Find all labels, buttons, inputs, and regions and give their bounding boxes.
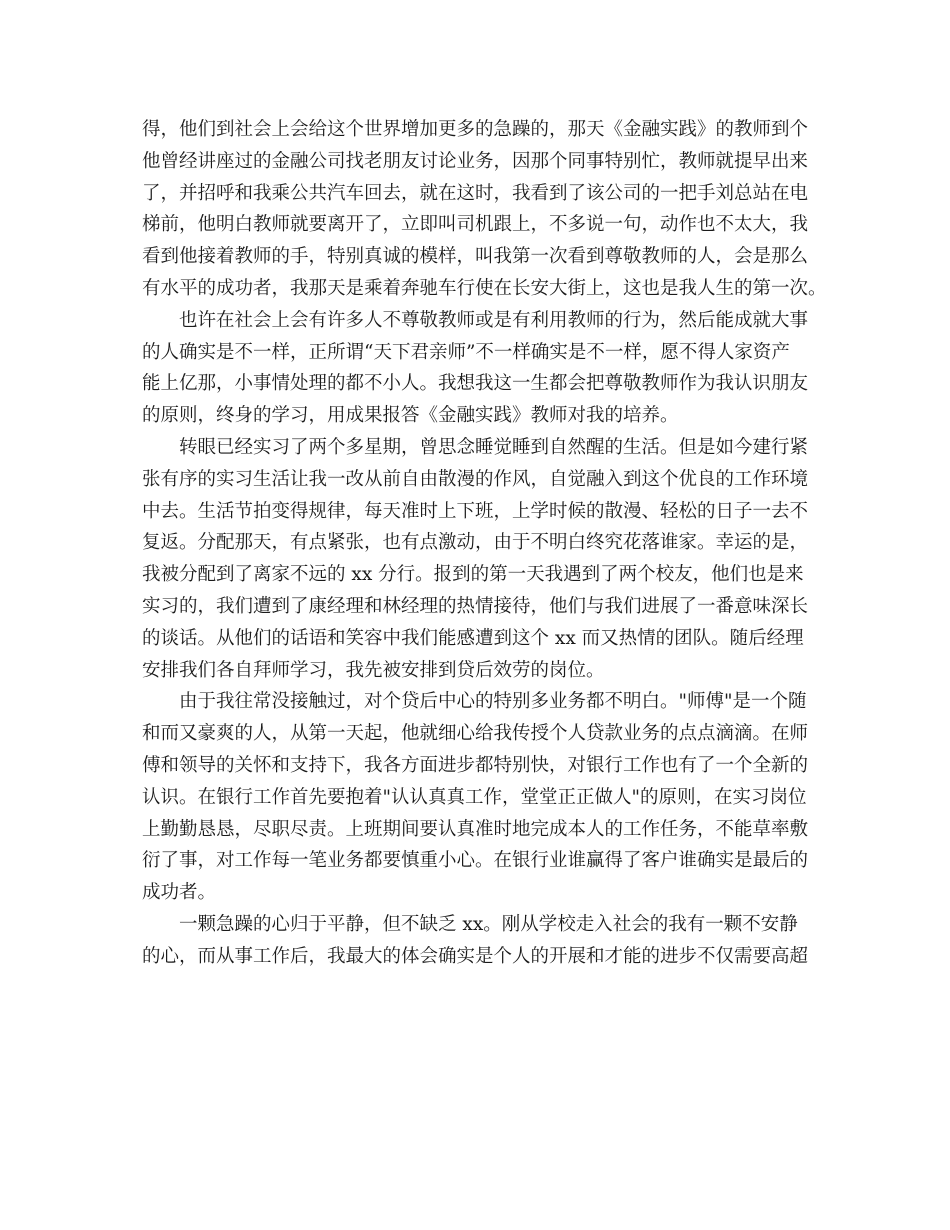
text-line: 也许在社会上会有许多人不尊敬教师或是有利用教师的行为，然后能成就大事 [179, 309, 809, 331]
text-line: 由于我往常没接触过，对个贷后中心的特别多业务都不明白。"师傅"是一个随 [179, 691, 807, 713]
text-line: 上勤勤恳恳，尽职尽责。上班期间要认真准时地完成本人的工作任务，不能草率敷 [142, 818, 809, 840]
text-line: 了，并招呼和我乘公共汽车回去，就在这时，我看到了该公司的一把手刘总站在电 [142, 182, 809, 204]
text-line: 张有序的实习生活让我一改从前自由散漫的作风，自觉融入到这个优良的工作环境 [142, 468, 809, 490]
text-line: 他曾经讲座过的金融公司找老朋友讨论业务，因那个同事特别忙，教师就提早出来 [142, 150, 809, 172]
text-line: 的谈话。从他们的话语和笑容中我们能感遭到这个 xx 而又热情的团队。随后经理 [142, 627, 804, 649]
text-line: 中去。生活节拍变得规律，每天准时上下班，上学时候的散漫、轻松的日子一去不 [142, 500, 809, 522]
text-line: 看到他接着教师的手，特别真诚的模样，叫我第一次看到尊敬教师的人，会是那么 [142, 246, 809, 268]
text-line: 衍了事，对工作每一笔业务都要慎重小心。在银行业谁赢得了客户谁确实是最后的 [142, 850, 809, 872]
text-line: 认识。在银行工作首先要抱着"认认真真工作，堂堂正正做人"的原则，在实习岗位 [142, 786, 807, 808]
document-body [142, 114, 827, 973]
text-line: 一颗急躁的心归于平静，但不缺乏 xx。刚从学校走入社会的我有一颗不安静 [179, 913, 798, 935]
text-line: 梯前，他明白教师就要离开了，立即叫司机跟上，不多说一句，动作也不太大，我 [142, 214, 809, 236]
text-line: 能上亿那，小事情处理的都不小人。我想我这一生都会把尊敬教师作为我认识朋友 [142, 373, 809, 395]
text-line: 的原则，终身的学习，用成果报答《金融实践》教师对我的培养。 [142, 405, 679, 427]
text-line: 实习的，我们遭到了康经理和林经理的热情接待，他们与我们进展了一番意味深长 [142, 595, 809, 617]
text-line: 的心，而从事工作后，我最大的体会确实是个人的开展和才能的进步不仅需要高超 [142, 945, 809, 967]
text-line: 傅和领导的关怀和支持下，我各方面进步都特别快，对银行工作也有了一个全新的 [142, 754, 809, 776]
text-line: 我被分配到了离家不远的 xx 分行。报到的第一天我遇到了两个校友，他们也是来 [142, 564, 804, 586]
text-line: 和而又豪爽的人，从第一天起，他就细心给我传授个人贷款业务的点点滴滴。在师 [142, 723, 809, 745]
text-line: 成功者。 [142, 882, 217, 904]
text-line: 转眼已经实习了两个多星期，曾思念睡觉睡到自然醒的生活。但是如今建行紧 [179, 436, 809, 458]
text-line: 复返。分配那天，有点紧张，也有点激动，由于不明白终究花落谁家。幸运的是， [142, 532, 809, 554]
text-line: 安排我们各自拜师学习，我先被安排到贷后效劳的岗位。 [142, 659, 605, 681]
text-line: 的人确实是不一样，正所谓“天下君亲师”不一样确实是不一样，愿不得人家资产 [142, 341, 790, 363]
text-line: 得，他们到社会上会给这个世界增加更多的急躁的，那天《金融实践》的教师到个 [142, 119, 809, 140]
text-line: 有水平的成功者，我那天是乘着奔驰车行使在长安大街上，这也是我人生的第一次。 [142, 277, 827, 299]
